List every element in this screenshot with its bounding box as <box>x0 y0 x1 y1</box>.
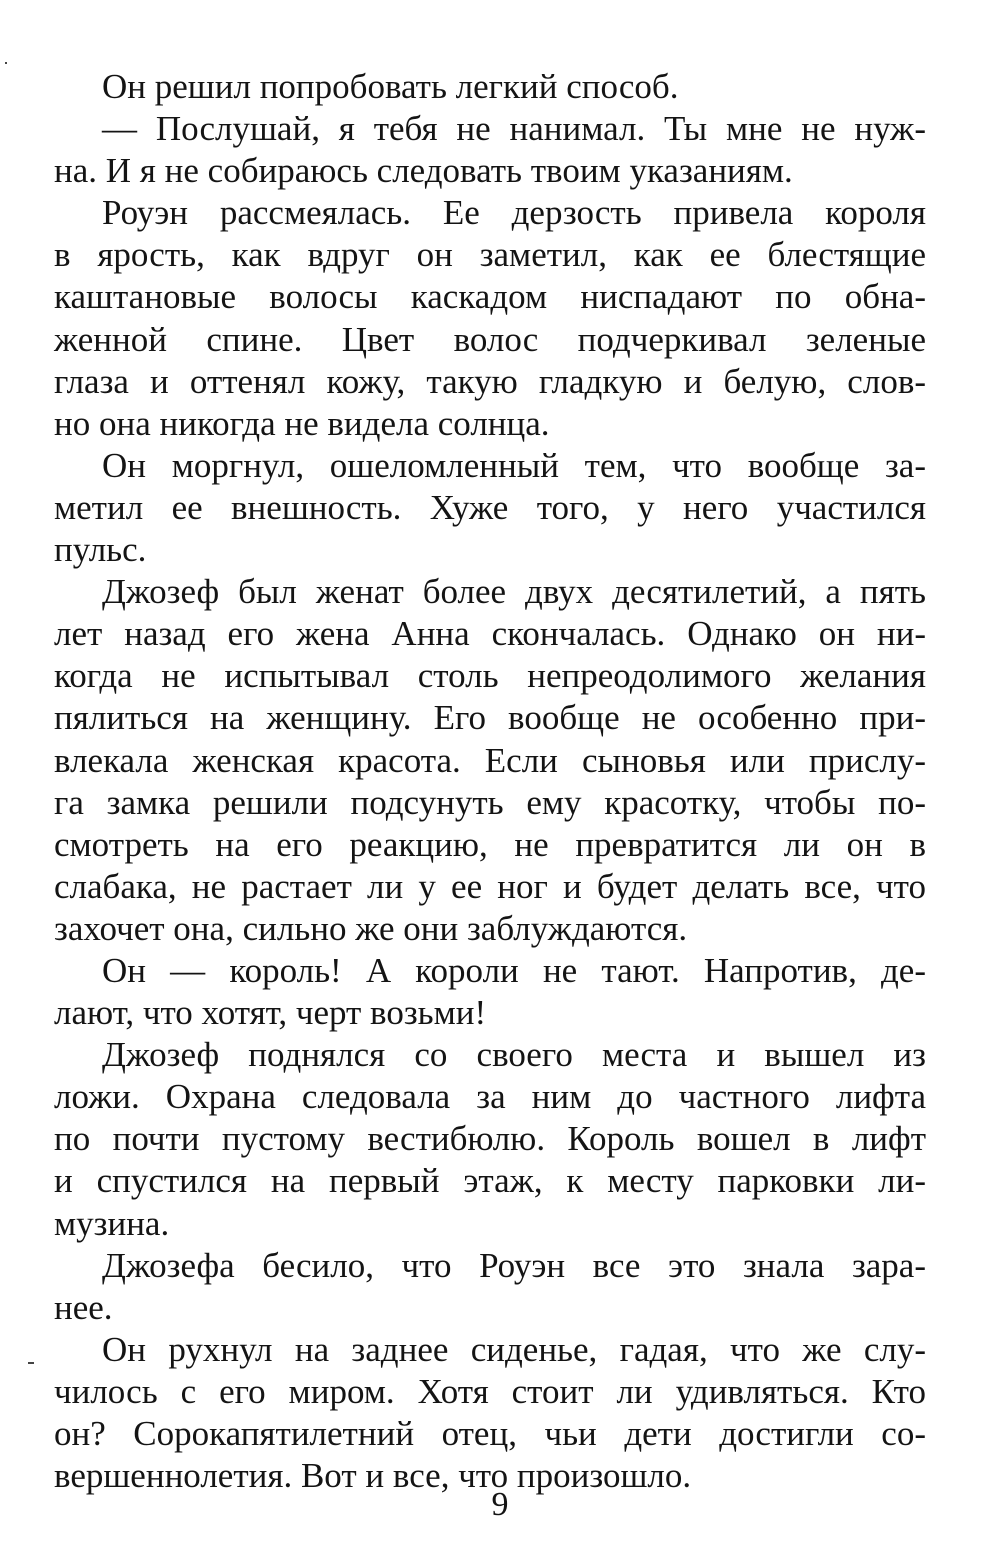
page-number: 9 <box>491 1486 509 1523</box>
text-line: слабака, не растает ли у ее ног и будет делать все, что <box>54 866 926 906</box>
text-line: женной спине. Цвет волос подчеркивал зеленые <box>54 319 926 359</box>
paragraph <box>54 571 926 950</box>
text-line: каштановые волосы каскадом ниспадают по обна- <box>54 277 926 317</box>
text-line: Джозефа бесило, что Роуэн все это знала зара- <box>102 1245 926 1285</box>
text-line: он? Сорокапятилетний отец, чьи дети достигли со- <box>54 1414 926 1453</box>
paragraph <box>54 445 926 571</box>
text-line: по почти пустому вестибюлю. Король вошел в лифт <box>54 1119 926 1159</box>
scan-speck <box>28 1362 34 1364</box>
paragraph <box>54 192 926 445</box>
text-line: метил ее внешность. Хуже того, у него участился <box>54 487 926 527</box>
paragraph <box>54 108 926 192</box>
paragraph <box>54 1245 926 1329</box>
text-line: влекала женская красота. Если сыновья или прислу- <box>54 740 926 780</box>
text-line: Он рухнул на заднее сиденье, гадая, что же слу- <box>102 1329 926 1369</box>
scan-speck <box>5 62 7 64</box>
text-line: когда не испытывал столь непреодолимого желания <box>54 656 926 696</box>
text-line: га замка решили подсунуть ему красотку, чтобы по- <box>54 782 926 822</box>
book-page-text <box>54 66 926 1497</box>
paragraph <box>54 950 926 1034</box>
text-line: пульс. <box>54 530 147 570</box>
text-line: Джозеф поднялся со своего места и вышел из <box>102 1035 926 1075</box>
text-line: чилось с его миром. Хотя стоит ли удивляться. Кто <box>54 1371 926 1411</box>
text-line: — Послушай, я тебя не нанимал. Ты мне не нуж- <box>102 109 926 149</box>
paragraph <box>54 1329 926 1497</box>
text-line: и спустился на первый этаж, к месту парковки ли- <box>54 1161 926 1201</box>
text-line: музина. <box>54 1203 170 1243</box>
text-line: в ярость, как вдруг он заметил, как ее блестящие <box>54 235 926 275</box>
text-line: Он — король! А короли не тают. Напротив, де- <box>102 950 926 990</box>
text-line: Джозеф был женат более двух десятилетий, а пять <box>102 572 926 612</box>
text-line: Он решил попробовать легкий способ. <box>102 67 679 106</box>
text-line: Роуэн рассмеялась. Ее дерзость привела короля <box>102 193 926 233</box>
text-line: лают, что хотят, черт возьми! <box>54 993 487 1033</box>
text-line: Он моргнул, ошеломленный тем, что вообще за- <box>102 445 926 485</box>
paragraph <box>54 66 926 108</box>
text-line: но она никогда не видела солнца. <box>54 403 550 443</box>
text-line: пялиться на женщину. Его вообще не особенно при- <box>54 698 926 738</box>
text-line: ложи. Охрана следовала за ним до частного лифта <box>54 1077 926 1117</box>
text-line: захочет она, сильно же они заблуждаются. <box>54 908 688 948</box>
text-line: лет назад его жена Анна скончалась. Однако он ни- <box>54 614 926 654</box>
text-line: вершеннолетия. Вот и все, что произошло. <box>54 1456 692 1496</box>
text-line: смотреть на его реакцию, не превратится ли он в <box>54 824 926 864</box>
paragraph <box>54 1034 926 1244</box>
text-line: на. И я не собираюсь следовать твоим указаниям. <box>54 151 793 191</box>
text-line: нее. <box>54 1287 113 1327</box>
text-line: глаза и оттенял кожу, такую гладкую и белую, слов- <box>54 361 926 401</box>
